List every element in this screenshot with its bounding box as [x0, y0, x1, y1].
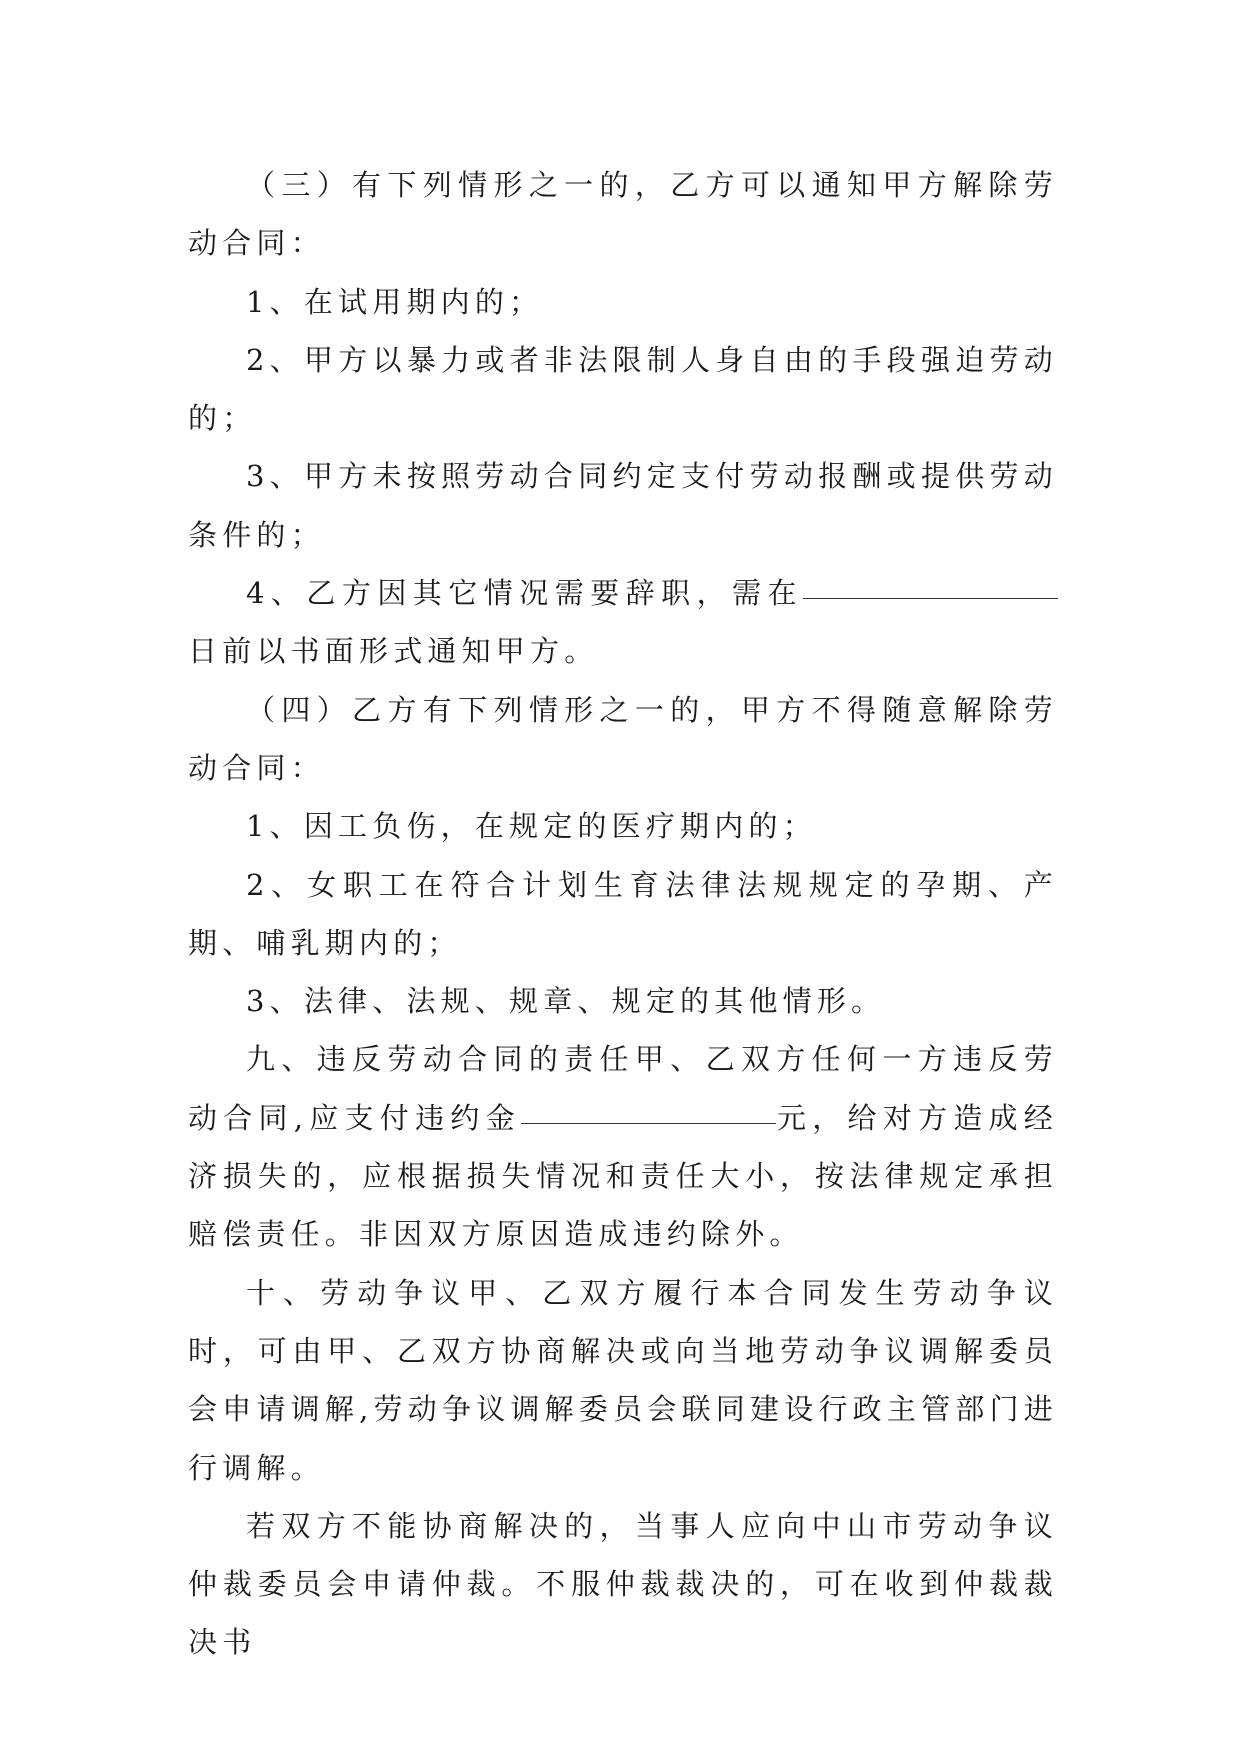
- notice-days-blank: [803, 568, 1058, 599]
- clause-3-item-4-before: 4、乙方因其它情况需要辞职，需在: [246, 576, 803, 611]
- clause-4-item-1: 1、因工负伤，在规定的医疗期内的；: [246, 809, 817, 844]
- clause-3-item-4: [188, 564, 1058, 681]
- clause-3-item-1: 1、在试用期内的；: [246, 284, 544, 319]
- clause-3-item-4-after: 日前以书面形式通知甲方。: [188, 634, 599, 669]
- section-9-liability: [188, 1030, 1058, 1263]
- section-9-after: 元，给对方造成经济损失的，应根据损失情况和责任大小，按法律规定承担赔偿责任。非因双方原因造成违约除外。: [188, 1100, 1058, 1252]
- clause-4-heading: （四）乙方有下列情形之一的，甲方不得随意解除劳动合同：: [188, 692, 1058, 785]
- section-9-before: 九、违反劳动合同的责任甲、乙双方任何一方违反劳动合同,应支付违约金: [188, 1042, 1058, 1135]
- clause-4-item-3: 3、法律、法规、规章、规定的其他情形。: [246, 984, 886, 1019]
- clause-4-item-2: 2、女职工在符合计划生育法律法规规定的孕期、产期、哺乳期内的；: [188, 867, 1058, 960]
- document-body: [188, 156, 1058, 1672]
- clause-3-item-2: 2、甲方以暴力或者非法限制人身自由的手段强迫劳动的；: [188, 342, 1058, 436]
- clause-3-heading: （三）有下列情形之一的，乙方可以通知甲方解除劳动合同：: [188, 168, 1058, 261]
- clause-3-item-3: 3、甲方未按照劳动合同约定支付劳动报酬或提供劳动条件的；: [188, 459, 1058, 552]
- penalty-amount-blank: [521, 1092, 776, 1123]
- section-10-arbitration: 若双方不能协商解决的，当事人应向中山市劳动争议仲裁委员会申请仲裁。不服仲裁裁决的，可在收到仲裁裁决书: [188, 1508, 1058, 1660]
- section-10-disputes: 十、劳动争议甲、乙双方履行本合同发生劳动争议时，可由甲、乙双方协商解决或向当地劳动争议调解委员会申请调解,劳动争议调解委员会联同建设行政主管部门进行调解。: [188, 1275, 1058, 1485]
